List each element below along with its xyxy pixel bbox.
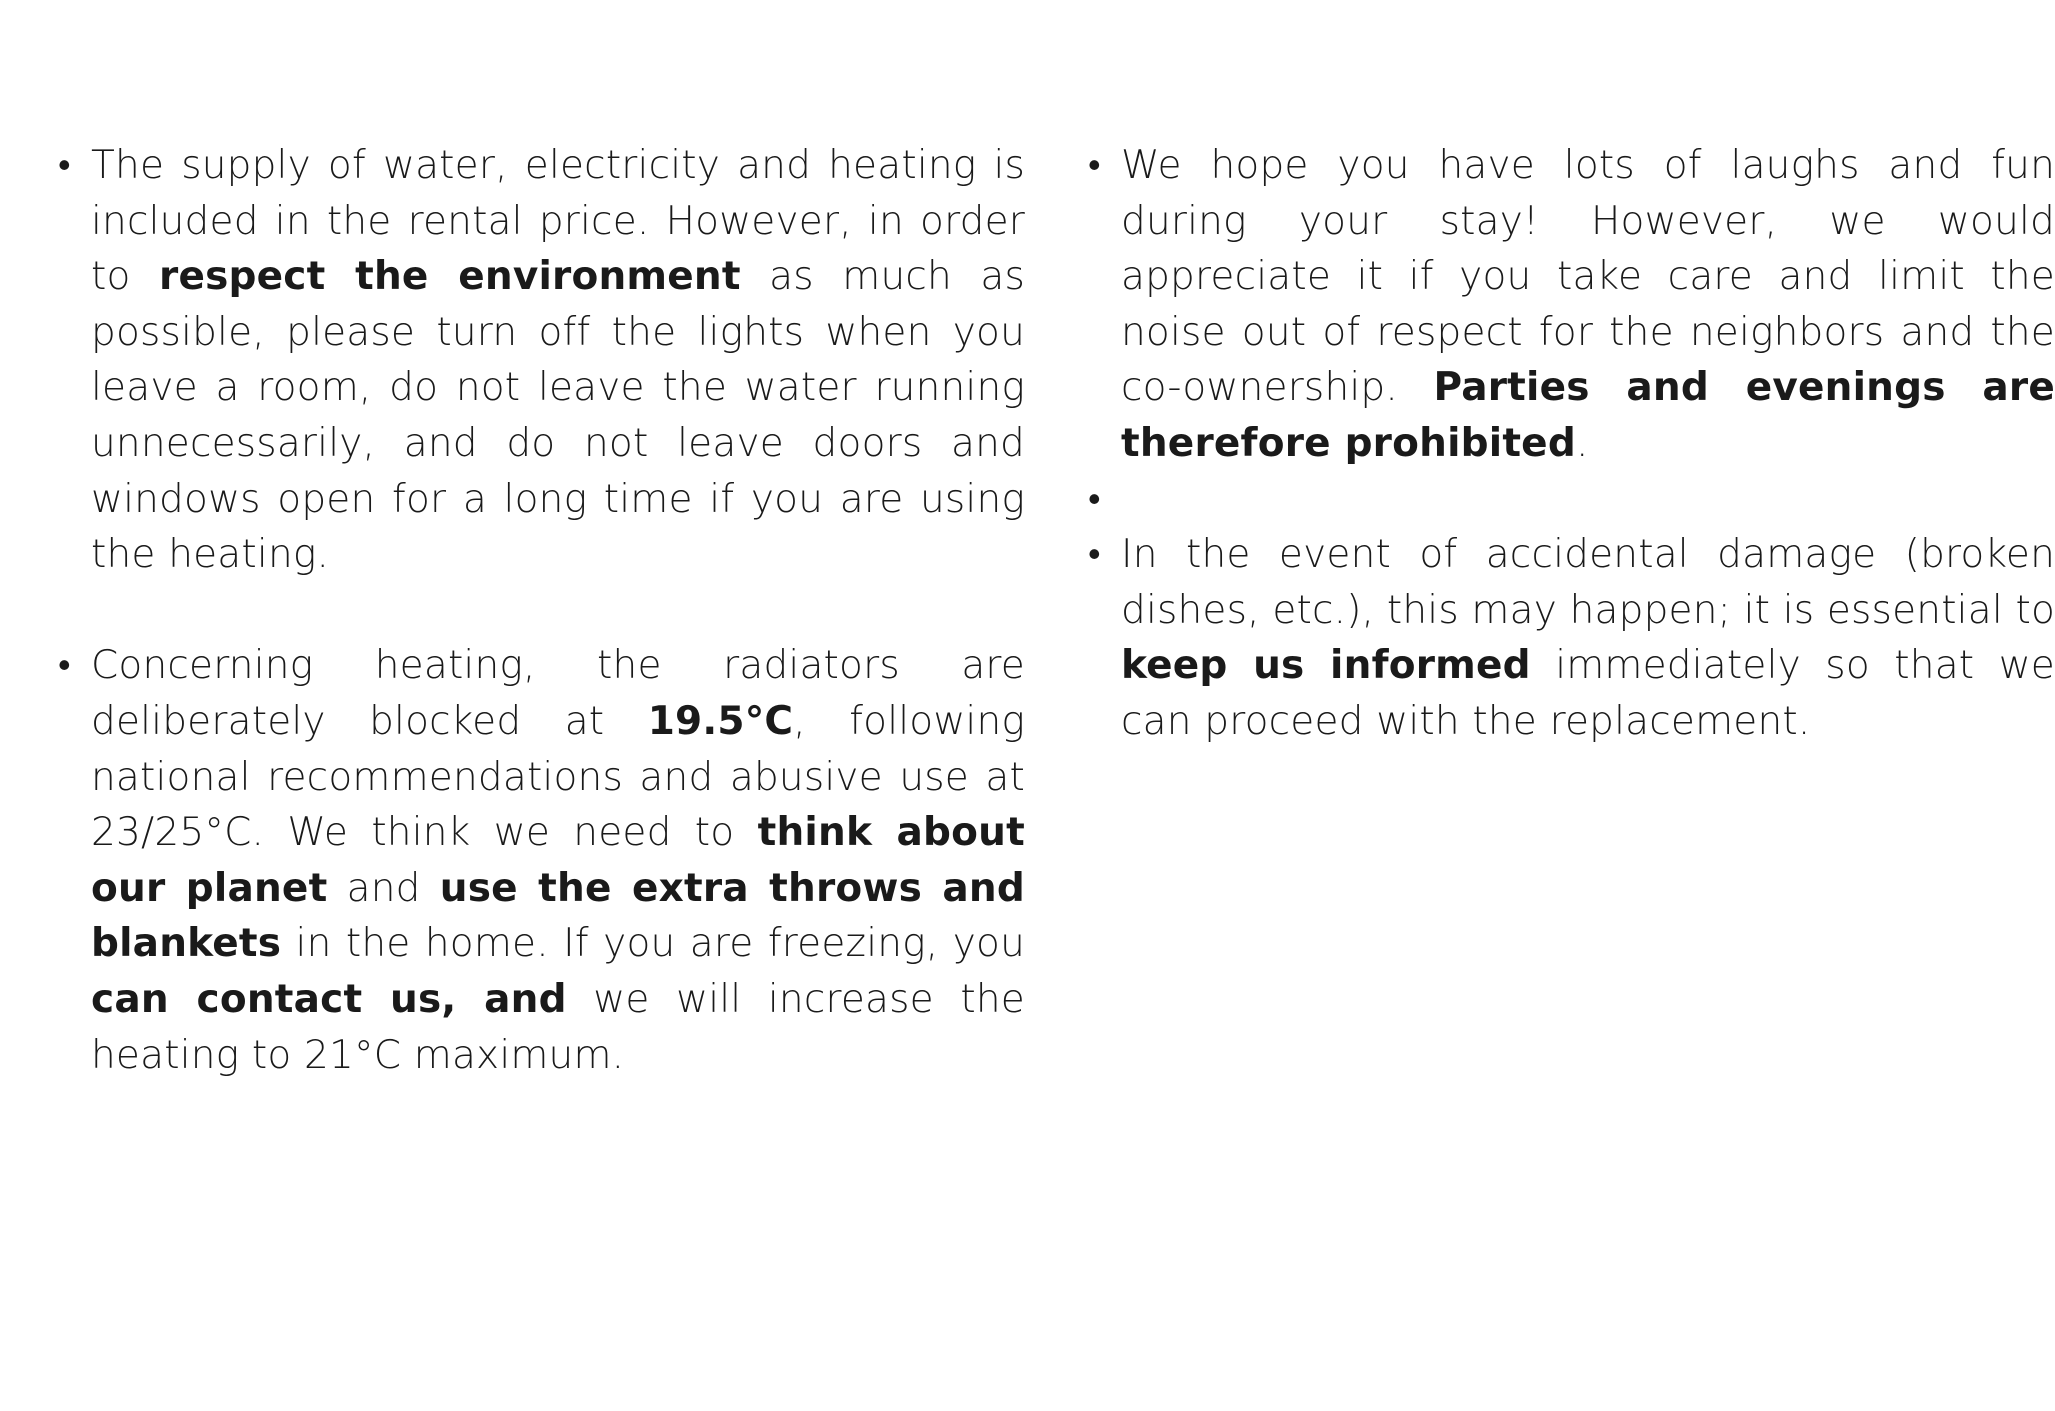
rule-text: as much as possible, please turn off the lights when you leave a room, do not leave the water running unnecessarily, and do not leave doors and windows open for a long time if you are using the heating. bbox=[91, 254, 1025, 578]
rule-emphasis: keep us informed bbox=[1121, 643, 1531, 689]
rule-text: in the home. If you are freezing, you bbox=[281, 921, 1025, 967]
rule-utilities bbox=[55, 138, 1025, 583]
rules-list-right bbox=[1085, 138, 2055, 750]
rule-text: . bbox=[1575, 420, 1589, 466]
bullet-icon: • bbox=[58, 645, 71, 687]
rule-emphasis: use the extra throws and blankets bbox=[91, 865, 1025, 967]
rule-text: The supply of water, electricity and heating is included in the rental price. However, in order to bbox=[91, 143, 1025, 300]
rule-emphasis: respect the environment bbox=[159, 254, 741, 300]
rule-text: We hope you have lots of laughs and fun during your stay! However, we would appreciate it if you take care and limit the noise out of respect for the neighbors and the co-ownership. bbox=[1121, 143, 2055, 411]
rule-emphasis: 19.5°C bbox=[647, 698, 794, 744]
rule-text: In the event of accidental damage (broken dishes, etc.), this may happen; it is essential to bbox=[1121, 532, 2055, 633]
rule-emphasis: think about our planet bbox=[91, 810, 1025, 911]
bullet-icon: • bbox=[1088, 534, 1101, 576]
right-column bbox=[1085, 138, 2055, 750]
rule-heating bbox=[55, 638, 1025, 1083]
rule-empty bbox=[1085, 472, 2055, 528]
rule-text: , following national recommendations and abusive use at 23/25°C. We think we need to bbox=[91, 698, 1025, 856]
rules-list-left bbox=[55, 138, 1025, 1083]
rule-emphasis: Parties and evenings are therefore prohibited bbox=[1121, 365, 2055, 466]
rule-text: Concerning heating, the radiators are deliberately blocked at bbox=[91, 643, 1025, 744]
rule-text: and bbox=[327, 865, 440, 911]
left-column bbox=[55, 138, 1025, 1083]
bullet-icon: • bbox=[58, 145, 71, 186]
rule-noise bbox=[1085, 138, 2055, 472]
rule-text: we will increase the heating to 21°C maximum. bbox=[91, 976, 1025, 1078]
bullet-icon: • bbox=[1088, 478, 1101, 520]
rule-emphasis: can contact us, and bbox=[91, 976, 567, 1022]
rule-text: immediately so that we can proceed with the replacement. bbox=[1121, 643, 2055, 744]
bullet-icon: • bbox=[1088, 145, 1101, 186]
rule-damage bbox=[1085, 527, 2055, 749]
